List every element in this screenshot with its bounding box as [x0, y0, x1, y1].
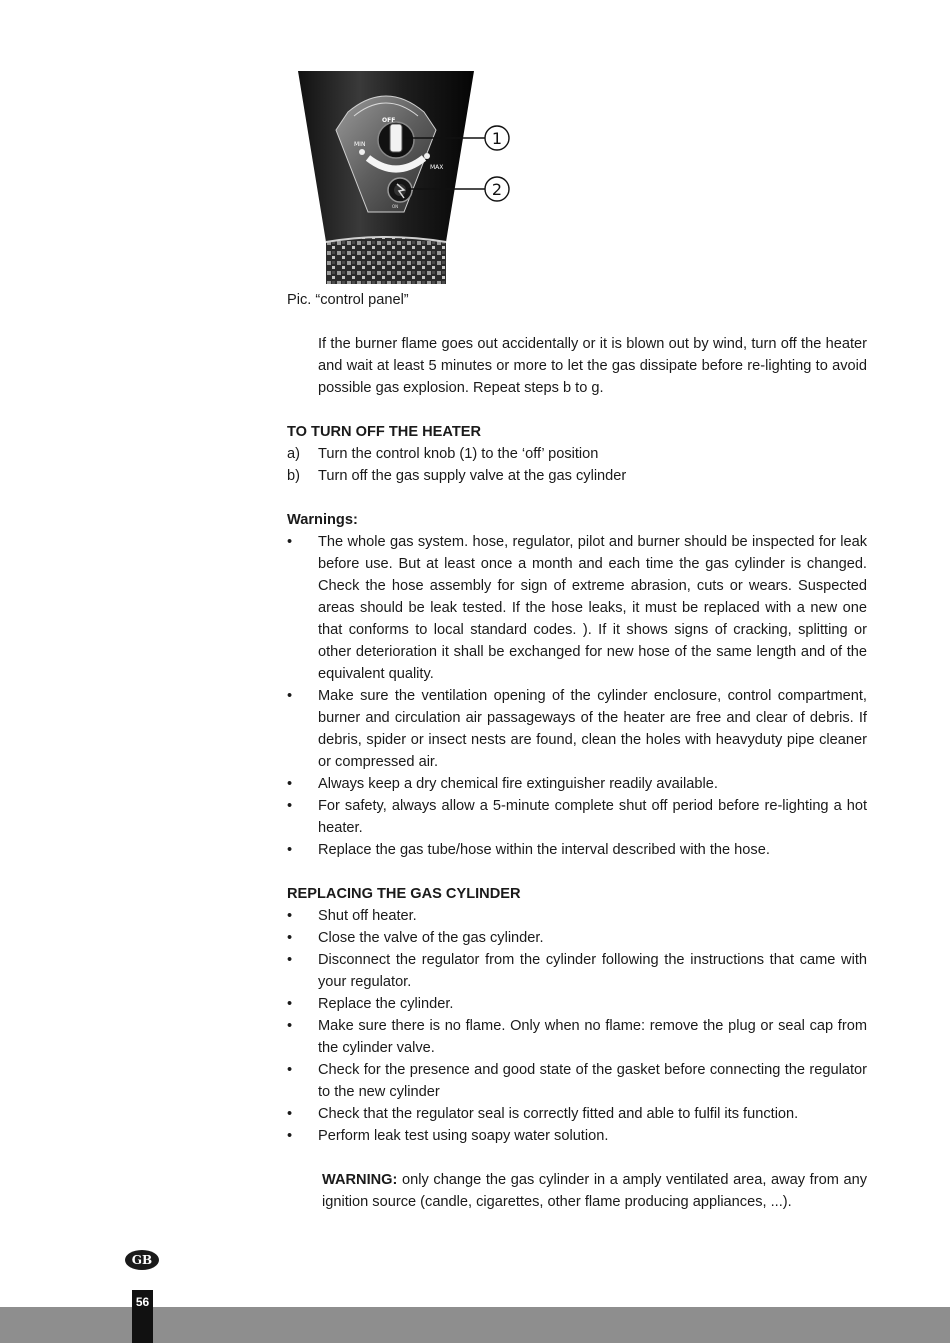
list-item	[287, 443, 867, 465]
list-item-text: Make sure the ventilation opening of the cylinder enclosure, control compartment, burner and circulation air passageways of the heater are free and clear of debris. If debris, spider or insect nests are found, clean the holes with heavyduty pipe cleaner or compressed air.	[318, 688, 867, 770]
list-item-text: Perform leak test using soapy water solution.	[318, 1128, 609, 1144]
bullet: •	[287, 776, 293, 792]
list-item	[287, 839, 867, 861]
bullet: •	[287, 842, 293, 858]
list-item-text: Check for the presence and good state of the gasket before connecting the regulator to the new cylinder	[318, 1062, 867, 1100]
list-item	[287, 927, 867, 949]
bullet: •	[287, 952, 293, 968]
callout-1-label: 1	[491, 129, 503, 148]
list-item	[287, 465, 867, 487]
list-item-text: Turn the control knob (1) to the ‘off’ position	[318, 446, 599, 462]
list-item	[287, 993, 867, 1015]
list-item	[287, 1015, 867, 1059]
list-item-text: Replace the cylinder.	[318, 996, 454, 1012]
bullet: •	[287, 996, 293, 1012]
list-item	[287, 905, 867, 927]
list-item-text: The whole gas system. hose, regulator, pilot and burner should be inspected for leak before use. But at least once a month and each time the gas cylinder is changed. Check the hose assembly for sign of extreme abrasion, cuts or wears. Suspected areas should be leak tested. If the hose leaks, it must be replaced with a new one that conforms to local standard codes. ). If it shows signs of cracking, splitting or other deterioration it shall be exchanged for new hose of the same length and of the equivalent quality.	[318, 534, 867, 682]
language-badge: GB	[125, 1250, 159, 1270]
knob-max-label: MAX	[430, 164, 444, 171]
cylinder-warning	[287, 1169, 867, 1213]
list-item-text: Check that the regulator seal is correctly fitted and able to fulfil its function.	[318, 1106, 799, 1122]
knob-off-label: OFF	[382, 117, 396, 124]
bullet: •	[287, 930, 293, 946]
knob-min-label: MIN	[354, 141, 366, 148]
bullet: •	[287, 798, 293, 814]
bullet: •	[287, 1018, 293, 1034]
list-item-text: Shut off heater.	[318, 908, 417, 924]
list-item-text: Make sure there is no flame. Only when no flame: remove the plug or seal cap from the cylinder valve.	[318, 1018, 867, 1056]
list-item	[287, 685, 867, 773]
bullet: •	[287, 534, 293, 550]
list-item	[287, 531, 867, 685]
control-knob	[378, 122, 414, 158]
control-panel-figure	[296, 70, 516, 284]
page-number: 56	[132, 1290, 153, 1343]
figure-caption: Pic. “control panel”	[287, 292, 409, 308]
list-item	[287, 795, 867, 839]
ignition-label: ON	[392, 204, 399, 209]
bullet: •	[287, 1062, 293, 1078]
list-item	[287, 1059, 867, 1103]
bullet: •	[287, 688, 293, 704]
list-marker: a)	[287, 446, 300, 462]
list-item-text: Always keep a dry chemical fire extinguisher readily available.	[318, 776, 718, 792]
heater-control-panel-photo	[296, 70, 516, 284]
list-item-text: Replace the gas tube/hose within the interval described with the hose.	[318, 842, 770, 858]
replacing-heading: REPLACING THE GAS CYLINDER	[287, 886, 521, 902]
list-item-text: Turn off the gas supply valve at the gas cylinder	[318, 468, 627, 484]
list-item	[287, 949, 867, 993]
warning-label: WARNING:	[322, 1172, 398, 1188]
warnings-heading: Warnings:	[287, 512, 358, 528]
bullet: •	[287, 908, 293, 924]
list-item	[287, 1103, 867, 1125]
warning-text: only change the gas cylinder in a amply ventilated area, away from any ignition source (candle, cigarettes, other flame producing appliances, ...).	[322, 1172, 867, 1210]
list-marker: b)	[287, 468, 300, 484]
list-item	[287, 1125, 867, 1147]
list-item	[287, 773, 867, 795]
intro-paragraph: If the burner flame goes out accidentally or it is blown out by wind, turn off the heater and wait at least 5 minutes or more to let the gas dissipate before re-lighting to avoid possible gas explosion. Repeat steps b to g.	[318, 336, 867, 396]
callout-2-label: 2	[491, 180, 503, 199]
ignition-button	[388, 178, 412, 202]
list-item-text: Close the valve of the gas cylinder.	[318, 930, 544, 946]
bullet: •	[287, 1106, 293, 1122]
list-item-text: For safety, always allow a 5-minute complete shut off period before re-lighting a hot heater.	[318, 798, 867, 836]
list-item-text: Disconnect the regulator from the cylinder following the instructions that came with your regulator.	[318, 952, 867, 990]
bullet: •	[287, 1128, 293, 1144]
turn-off-heading: TO TURN OFF THE HEATER	[287, 424, 482, 440]
document-body	[287, 333, 867, 1213]
